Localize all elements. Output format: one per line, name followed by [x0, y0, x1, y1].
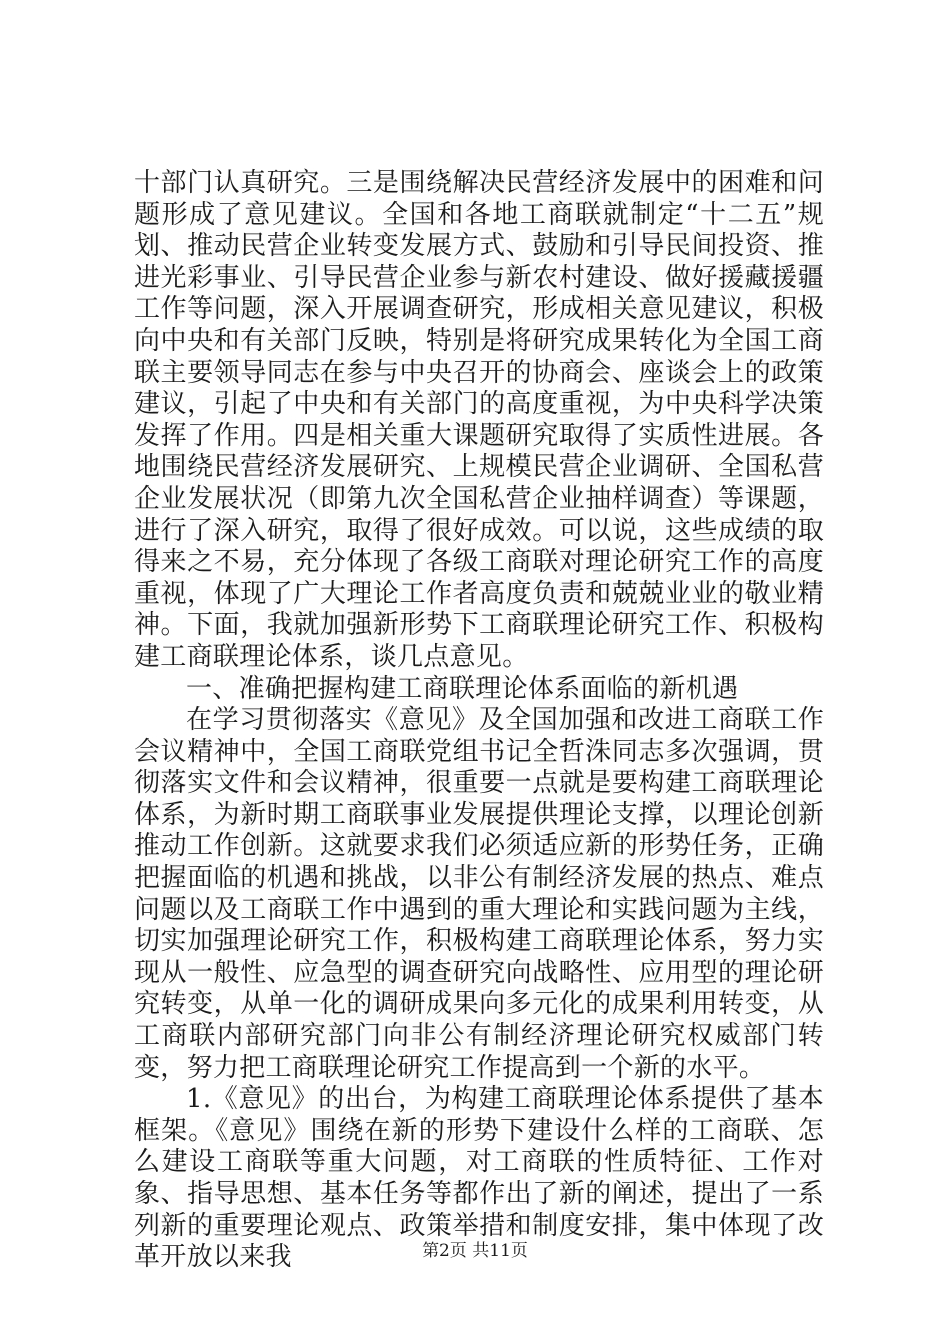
paragraph-body: 在学习贯彻落实《意见》及全国加强和改进工商联工作会议精神中，全国工商联党组书记全哲洙同志多次强调，贯彻落实文件和会议精神，很重要一点就是要构建工商联理论体系，为新时期工商联事业发展提供理论支撑，以理论创新推动工作创新。这就要求我们必须适应新的形势任务，正确把握面临的机遇和挑战，以非公有制经济发展的热点、难点问题以及工商联工作中遇到的重大理论和实践问题为主线，切实加强理论研究工作，积极构建工商联理论体系，努力实现从一般性、应急型的调查研究向战略性、应用型的理论研究转变，从单一化的调研成果向多元化的成果利用转变，从工商联内部研究部门向非公有制经济理论研究权威部门转变，努力把工商联理论研究工作提高到一个新的水平。 [134, 705, 824, 1083]
paragraph-numbered: 1.《意见》的出台，为构建工商联理论体系提供了基本框架。《意见》围绕在新的形势下建设什么样的工商联、怎么建设工商联等重大问题，对工商联的性质特征、工作对象、指导思想、基本任务等都作出了新的阐述，提出了一系列新的重要理论观点、政策举措和制度安排，集中体现了改革开放以来我 [134, 1084, 824, 1273]
paragraph-continuation: 十部门认真研究。三是围绕解决民营经济发展中的困难和问题形成了意见建议。全国和各地工商联就制定“十二五”规划、推动民营企业转变发展方式、鼓励和引导民间投资、推进光彩事业、引导民营企业参与新农村建设、做好援藏援疆工作等问题，深入开展调查研究，形成相关意见建议，积极向中央和有关部门反映，特别是将研究成果转化为全国工商联主要领导同志在参与中央召开的协商会、座谈会上的政策建议，引起了中央和有关部门的高度重视，为中央科学决策发挥了作用。四是相关重大课题研究取得了实质性进展。各地围绕民营经济发展研究、上规模民营企业调研、全国私营企业发展状况（即第九次全国私营企业抽样调查）等课题，进行了深入研究，取得了很好成效。可以说，这些成绩的取得来之不易，充分体现了各级工商联对理论研究工作的高度重视，体现了广大理论工作者高度负责和兢兢业业的敬业精神。下面，我就加强新形势下工商联理论研究工作、积极构建工商联理论体系，谈几点意见。 [134, 168, 824, 672]
section-heading: 一、准确把握构建工商联理论体系面临的新机遇 [186, 673, 739, 704]
page-footer: 第2页 共11页 [422, 1241, 528, 1261]
document-body [134, 168, 824, 1274]
